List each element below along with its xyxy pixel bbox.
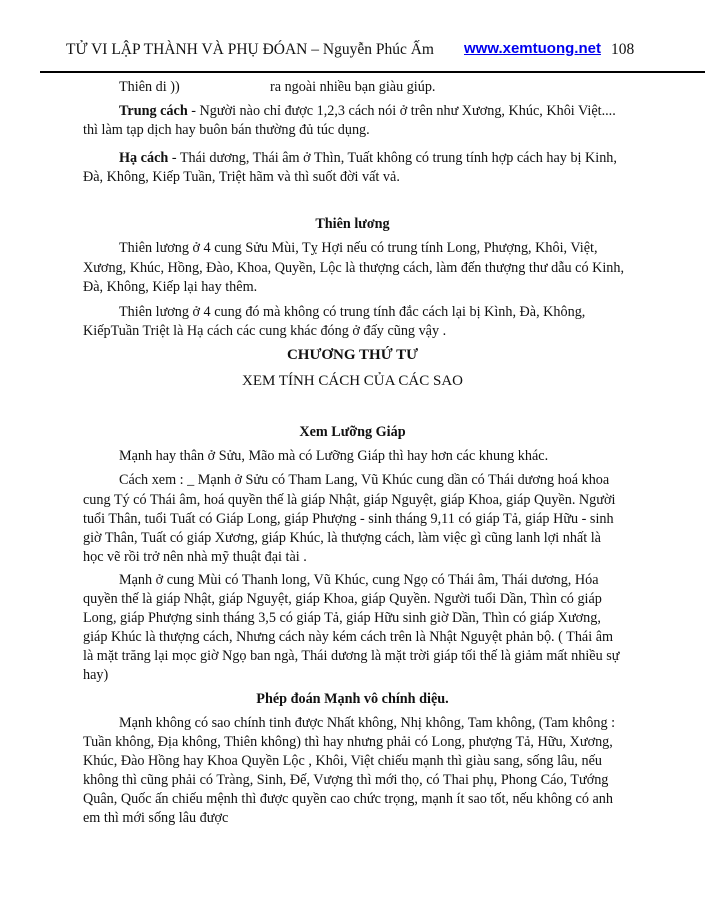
- text-line: - Người nào chỉ được 1,2,3 cách nói ở trên như Xương, Khúc, Khôi Việt....: [187, 103, 616, 119]
- text-line: Tuần không, Địa không, Thiên không) thì hay nhưng phải có Long, phượng Tả, Hữu, Xương,: [83, 734, 613, 750]
- text-line: - Thái dương, Thái âm ở Thìn, Tuất không có trung tính hợp cách hay bị Kinh,: [168, 150, 617, 166]
- text-line: học vẽ rồi trở nên nhà mỹ thuật đại tài .: [83, 549, 307, 565]
- paragraph-ha-cach: [119, 149, 617, 167]
- text-line: Cách xem : _ Mạnh ở Sửu có Tham Lang, Vũ Khúc cung dần có Thái dương hoá khoa: [119, 472, 610, 488]
- text-line: em thì mới sống lâu được: [83, 810, 229, 826]
- heading-text: CHƯƠNG THỨ TƯ: [286, 347, 419, 363]
- text-line: hay): [83, 667, 109, 683]
- text-line: Mạnh không có sao chính tinh được Nhất không, Nhị không, Tam không, (Tam không :: [119, 715, 616, 731]
- text-line: thì làm tạp dịch hay buôn bán thường đủ túc dụng.: [83, 122, 370, 138]
- paragraph-trung-cach: [119, 102, 616, 120]
- text-line: cung Tý có Thái âm, hoá quyền thế là giáp Nhật, giáp Nguyệt, giáp Khoa, giáp Quyền. Người: [83, 492, 616, 508]
- section-heading: [0, 690, 705, 708]
- text-line: Mạnh ở cung Mùi có Thanh long, Vũ Khúc, cung Ngọ có Thái âm, Thái dương, Hóa: [119, 572, 599, 588]
- running-header-title: TỬ VI LẬP THÀNH VÀ PHỤ ĐÓAN – Nguyễn Phúc Ấm: [66, 41, 434, 58]
- term: Hạ cách: [119, 150, 169, 166]
- text-line: Thiên di )): [119, 79, 180, 95]
- text-line: Mạnh hay thân ở Sửu, Mão mà có Lưỡng Giáp thì hay hơn các khung khác.: [119, 448, 549, 464]
- text-line: KiếpTuần Triệt là Hạ cách các cung khác đóng ở đấy cũng vậy .: [83, 323, 447, 339]
- section-heading: [0, 423, 705, 441]
- text-line: tuổi Thân, tuổi Tuất có Giáp Long, giáp Phượng - sinh tháng 9,11 có giáp Tả, giáp Hữu - sinh: [83, 511, 614, 527]
- text-line: Long, giáp Phượng sinh tháng 3,5 có giáp Tả, giáp Hữu sinh giờ Dần, Thìn có giáp Xương,: [83, 610, 601, 626]
- chapter-heading: [0, 346, 705, 364]
- text-line: Khúc, Đào Hồng hay Khoa Quyền Lộc , Khôi, Việt chiếu mạnh thì giàu sang, sống lâu, nếu: [83, 753, 602, 769]
- text-line: Thiên lương ở 4 cung Sửu Mùi, Tỵ Hợi nếu có trung tính Long, Phượng, Khôi, Việt,: [119, 240, 598, 256]
- text-line: Đà, Không, Kiếp Tuần, Triệt hãm và thì suốt đời vất vả.: [83, 169, 400, 185]
- text-line: Đà, Không, Kiếp lại hay thêm.: [83, 279, 258, 295]
- heading-text: Xem Lưỡng Giáp: [299, 424, 406, 440]
- text-line: quyền thế là giáp Nhật, giáp Nguyệt, giáp Khoa, giáp Quyền. Người tuổi Dần, Thìn có giáp: [83, 591, 602, 607]
- section-heading: [0, 215, 705, 233]
- text-line: giáp Khúc là thượng cách, Nhưng cách này kém cách trên là Nhật Nguyệt phản bộ. ( Thái âm: [83, 629, 614, 645]
- text-line: Xương, Khúc, Hồng, Đào, Khoa, Quyền, Lộc là thượng cách, làm đến thượng thư dẫu có Kinh,: [83, 260, 625, 276]
- heading-text: Phép đoán Mạnh vô chính diệu.: [256, 691, 449, 707]
- text-line: là mặt trăng lại mọc giờ Ngọ ban ngà, Thái dương là mặt trời giáp tối thế là giảm mất nhiều sự: [83, 648, 620, 664]
- text-line: ra ngoài nhiều bạn giàu giúp.: [270, 79, 436, 95]
- website-link[interactable]: www.xemtuong.net: [464, 40, 601, 57]
- text-line: giờ Thân, Tuất có giáp Xương, giáp Khúc, là thượng cách, làm việc gì cũng lanh lợi nhất là: [83, 530, 601, 546]
- term: Trung cách: [119, 103, 188, 119]
- header-rule: [40, 71, 705, 73]
- chapter-subtitle: XEM TÍNH CÁCH CỦA CÁC SAO: [241, 373, 463, 389]
- text-line: Quân, Quốc ấn chiếu mệnh thì được quyền cao chức trọng, mạnh ít sao tốt, nếu không có anh: [83, 791, 613, 807]
- text-line: không thì cũng phải có Tràng, Sinh, Đế, Vượng thì mới thọ, có Thai phụ, Phong Cáo, Tướng: [83, 772, 609, 788]
- page-number: 108: [611, 41, 635, 58]
- heading-text: Thiên lương: [315, 216, 390, 232]
- text-line: Thiên lương ở 4 cung đó mà không có trung tính đắc cách lại bị Kình, Đà, Không,: [119, 304, 586, 320]
